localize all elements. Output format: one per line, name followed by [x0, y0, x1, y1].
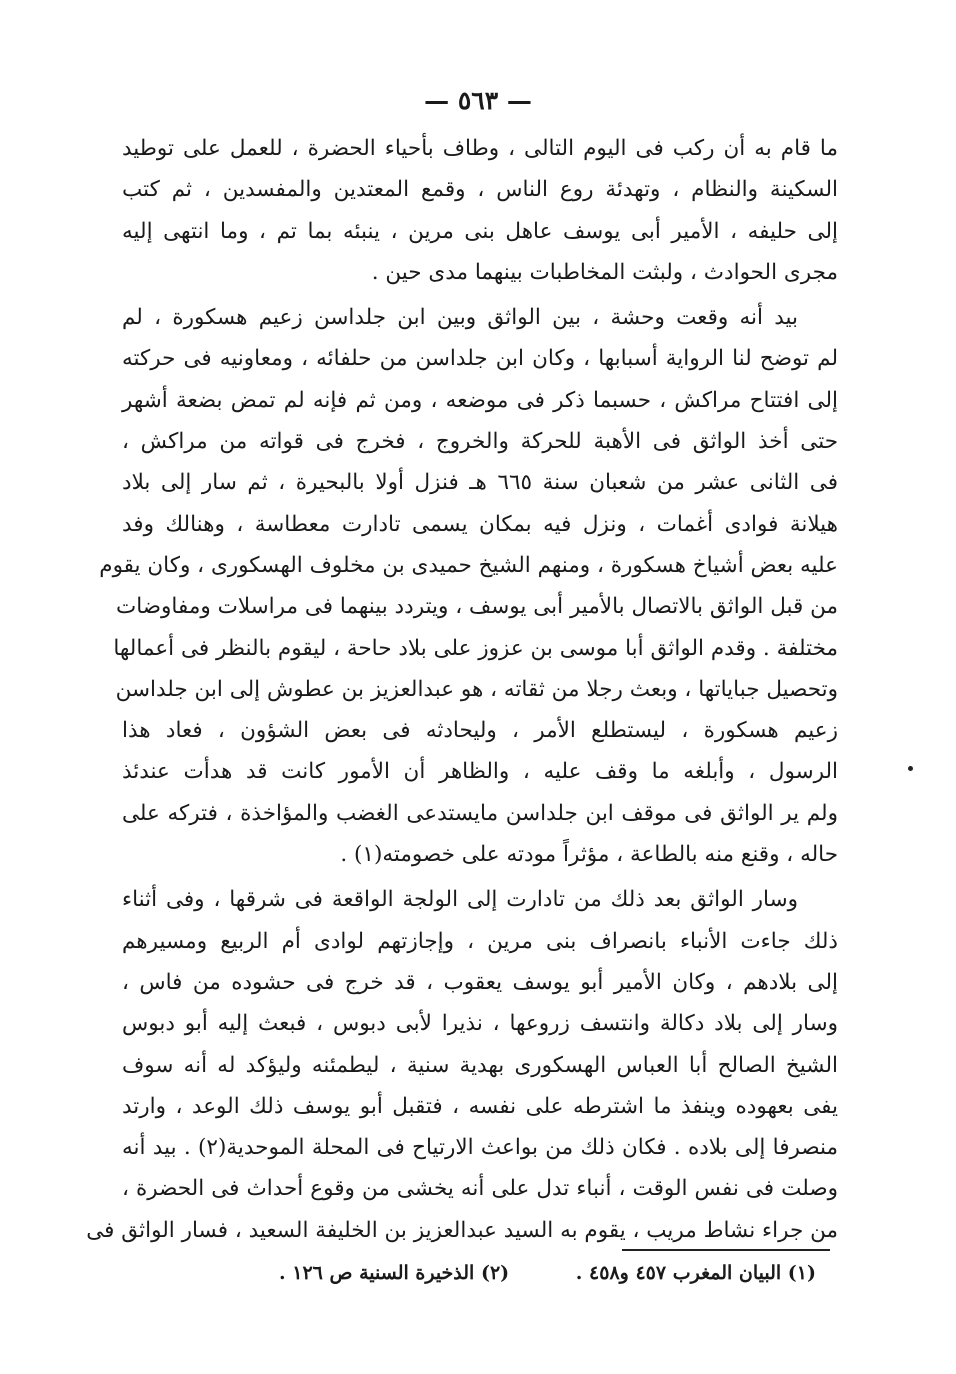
text-line: وسار إلى بلاد دكالة وانتسف زروعها ، نذيرا لأبى دبوس ، فبعث إليه أبو دبوس	[122, 1011, 838, 1037]
text-line: السكينة والنظام ، وتهدئة روع الناس ، وقمع المعتدين والمفسدين ، ثم كتب	[122, 177, 838, 203]
footnote-separator	[622, 1249, 830, 1251]
text-line: ولم ير الواثق فى موقف ابن جلداسن مايستدعى الغضب والمؤاخذة ، فتركه على	[122, 800, 838, 826]
text-line: زعيم هسكورة ، ليستطلع الأمر ، وليحادثه فى بعض الشؤون ، فعاد هذا	[122, 718, 838, 744]
text-line: يفى بعهوده وينفذ ما اشترطه على نفسه ، فتقبل أبو يوسف ذلك الوعد ، وارتد	[122, 1093, 838, 1119]
text-line: هيلانة فوادى أغمات ، ونزل فيه بمكان يسمى تادارت معطاسة ، وهنالك وفد	[122, 511, 838, 537]
text-line: وصلت فى نفس الوقت ، أنباء تدل على أنه يخشى من وقوع أحداث فى الحضرة ،	[122, 1176, 838, 1202]
text-line: الرسول ، وأبلغه ما وقف عليه ، والظاهر أن الأمور كانت قد هدأت عندئذ	[122, 759, 838, 785]
text-line: بيد أنه وقعت وحشة ، بين الواثق وبين ابن جلداسن زعيم هسكورة ، لم	[122, 305, 798, 331]
footnote-2: (٢) الذخيرة السنية ص ١٢٦ .	[279, 1262, 510, 1284]
text-line: إلى حليفه ، الأمير أبى يوسف عاهل بنى مرين ، ينبئه بما تم ، وما انتهى إليه	[122, 218, 838, 244]
text-line: ما قام به أن ركب فى اليوم التالى ، وطاف بأحياء الحضرة ، للعمل على توطيد	[122, 136, 838, 161]
text-line: لم توضح لنا الرواية أسبابها ، وكان ابن جلداسن من حلفائه ، ومعاونيه فى حركته	[122, 346, 838, 372]
text-line: من قبل الواثق بالاتصال بالأمير أبى يوسف ، ويتردد بينهما فى مراسلات ومفاوضات	[115, 594, 838, 620]
footnote-1: (١) البيان المغرب ٤٥٧ و٤٥٨ .	[575, 1262, 816, 1284]
text-line: حاله ، وقنع منه بالطاعة ، مؤثراً مودته على خصومته(١) .	[340, 842, 838, 868]
text-line: الشيخ الصالح أبا العباس الهسكورى بهدية سنية ، ليطمئنه وليؤكد له أنه سوف	[122, 1052, 838, 1078]
text-line: ذلك جاءت الأنباء بانصراف بنى مرين ، وإجازتهم لوادى أم الربيع ومسيرهم	[122, 928, 838, 954]
text-line: وتحصيل جباياتها ، وبعث رجلا من ثقاته ، هو عبدالعزيز بن عطوش إلى ابن جلداسن	[115, 676, 838, 702]
text-line: مجرى الحوادث ، ولبثت المخاطبات بينهما مدى حين .	[371, 259, 838, 285]
text-line: من جراء نشاط مريب ، يقوم به السيد عبدالعزيز بن الخليفة السعيد ، فسار الواثق فى	[86, 1217, 838, 1243]
text-line: فى الثانى عشر من شعبان سنة ٦٦٥ هـ فنزل أولا بالبحيرة ، ثم سار إلى بلاد	[122, 470, 838, 496]
text-line: منصرفا إلى بلاده . فكان ذلك من بواعث الارتياح فى المحلة الموحدية(٢) . بيد أنه	[122, 1135, 838, 1161]
body-text	[86, 128, 838, 1251]
text-line: مختلفة . وقدم الواثق أبا موسى بن عزوز على بلاد حاحة ، ليقوم بالنظر فى أعمالها	[113, 635, 838, 661]
page-number: — ٥٦٣ —	[424, 86, 532, 115]
text-line: حتى أخذ الواثق فى الأهبة للحركة والخروج ، فخرج فى قواته من مراكش ،	[122, 429, 838, 455]
text-line: إلى افتتاح مراكش ، حسبما ذكر فى موضعه ، ومن ثم فإنه لم تمض بضعة أشهر	[122, 387, 838, 413]
text-line: عليه بعض أشياخ هسكورة ، ومنهم الشيخ حميدى بن مخلوف الهسكورى ، وكان يقوم	[99, 552, 838, 578]
margin-dot	[908, 766, 913, 771]
text-line: وسار الواثق بعد ذلك من تادارت إلى الولجة الواقعة فى شرقها ، وفى أثناء	[122, 887, 798, 913]
footnotes	[116, 1262, 816, 1284]
text-line: إلى بلادهم ، وكان الأمير أبو يوسف يعقوب ، قد خرج فى حشوده من فاس ،	[122, 969, 838, 995]
